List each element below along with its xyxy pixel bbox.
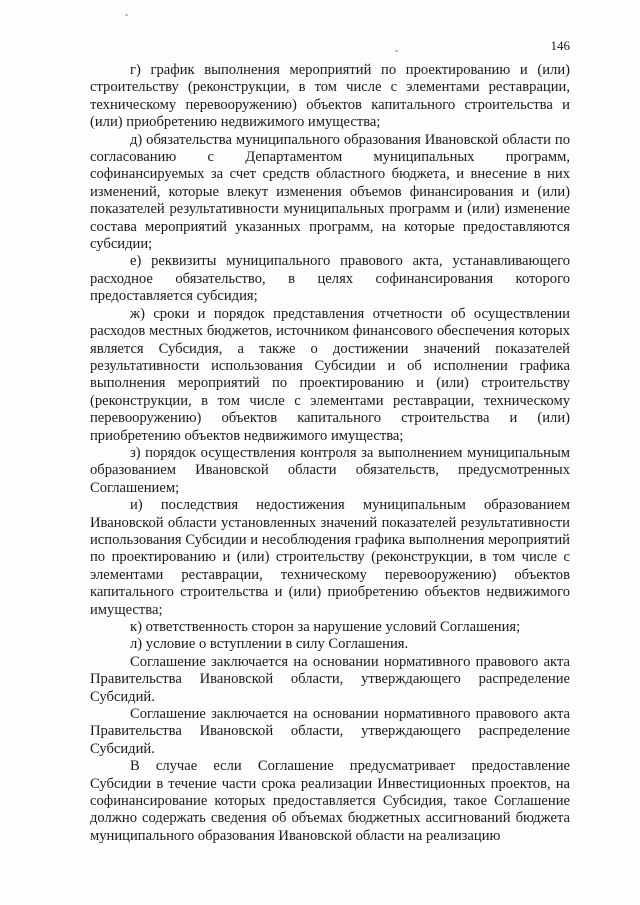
paragraph: г) график выполнения мероприятий по проектированию и (или) строительству (реконструкции, в том числе с элементами реставрации, техническому перевооружению) объектов капитального строительства и (или) приобретению недвижимого имущества; xyxy=(90,62,570,131)
paragraph: е) реквизиты муниципального правового акта, устанавливающего расходное обязательство, в целях софинансирования которого предоставляется субсидия; xyxy=(90,253,570,305)
paragraph: л) условие о вступлении в силу Соглашения. xyxy=(130,636,409,653)
page-number: 146 xyxy=(550,38,570,53)
paragraph: к) ответственность сторон за нарушение условий Соглашения; xyxy=(130,619,521,635)
paragraph: и) последствия недостижения муниципальным образованием Ивановской области установленных значений показателей результативности использования Субсидии и несоблюдения графика выполнения мероприятий по проектированию и (или) строительству (реконструкции, в том числе с элементами реставрации, техническому перевооружению) объектов капитального строительства и (или) приобретению объектов недвижимого имущества; xyxy=(90,497,570,618)
document-body xyxy=(90,62,570,845)
paragraph: Соглашение заключается на основании нормативного правового акта Правительства Ивановской области, утверждающего распределение Субсидий. xyxy=(90,706,570,757)
scan-speck xyxy=(395,50,398,52)
paragraph: Соглашение заключается на основании нормативного правового акта Правительства Ивановской области, утверждающего распределение Субсидий. xyxy=(90,653,570,705)
paragraph: В случае если Соглашение предусматривает предоставление Субсидии в течение части срока реализации Инвестиционных проектов, на софинансирование которых предоставляется Субсидия, такое Соглашение должно содержать сведения об объемах бюджетных ассигнований бюджета муниципального образования Ивановской области на реализацию xyxy=(90,758,570,844)
paragraph: д) обязательства муниципального образования Ивановской области по согласованию с Департаментом муниципальных программ, софинансируемых за счет средств областного бюджета, и внесение в них изменений, которые влекут изменения объемов финансирования и (или) показателей результативности муниципальных программ и (или) изменение состава мероприятий указанных программ, на которые предоставляются субсидии; xyxy=(90,131,570,253)
paragraph: ж) сроки и порядок представления отчетности об осуществлении расходов местных бюджетов, источником финансового обеспечения которых является Субсидия, а также о достижении значений показателей результативности использования Субсидии и об исполнении графика выполнения мероприятий по проектированию и (или) строительству (реконструкции, в том числе с элементами реставрации, техническому перевооружению) объектов капитального строительства и (или) приобретению объектов недвижимого имущества; xyxy=(90,305,570,444)
paragraph: з) порядок осуществления контроля за выполнением муниципальным образованием Ивановской области обязательств, предусмотренных Соглашением; xyxy=(90,444,570,496)
scan-speck xyxy=(125,14,128,16)
